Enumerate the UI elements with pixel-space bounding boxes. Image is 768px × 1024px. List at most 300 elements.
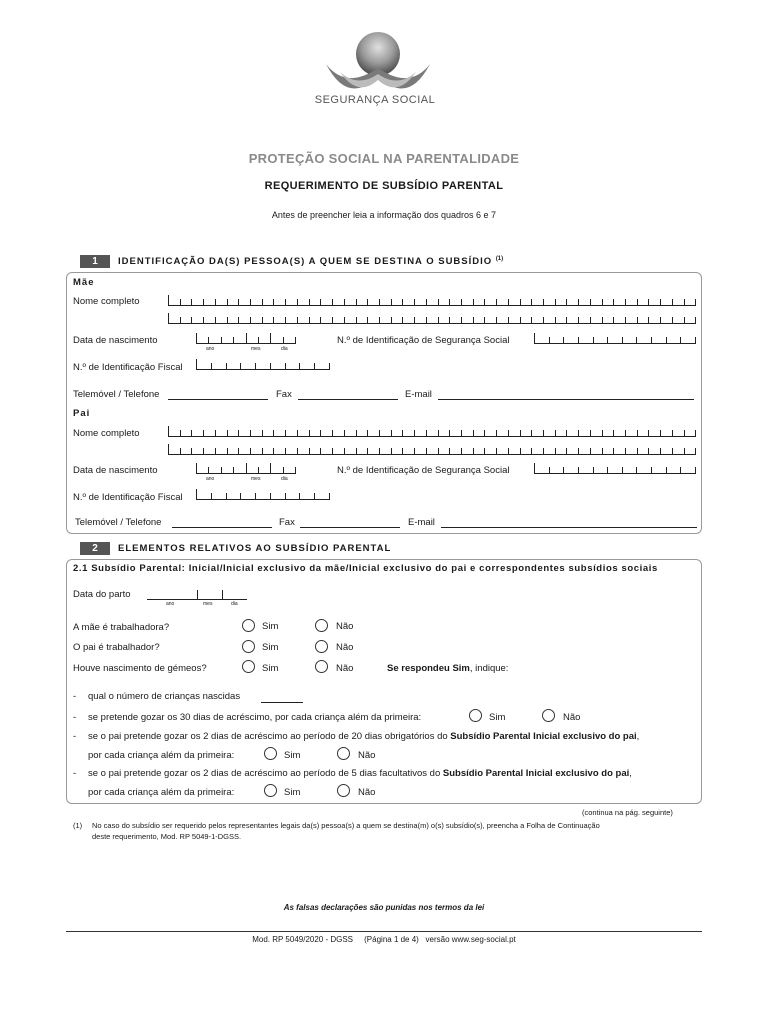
comb-cell — [449, 448, 461, 454]
comb-cell — [555, 299, 567, 305]
comb-cell — [246, 463, 258, 473]
mae-niss-field[interactable] — [534, 334, 696, 344]
footnote-line1: No caso do subsídio ser requerido pelos representantes legais da(s) pessoa(s) a quem se destina(m) o(s) subsídio(s), preencha a Folha de Continuação — [92, 821, 600, 830]
comb-cell — [563, 467, 578, 473]
bullet-3-part-a: se o pai pretende gozar os 2 dias de acréscimo ao período de 20 dias obrigatórios do — [88, 731, 451, 742]
comb-cell — [309, 448, 321, 454]
pai-email-field[interactable] — [441, 518, 697, 528]
comb-cell — [426, 430, 438, 436]
mae-data-nascimento-field[interactable] — [196, 334, 296, 344]
comb-cell — [602, 430, 614, 436]
comb-cell — [314, 363, 330, 369]
footnote-marker: (1) — [73, 821, 83, 830]
comb-cell — [191, 299, 203, 305]
data-parto-label: Data do parto — [73, 589, 131, 600]
section-2-title: ELEMENTOS RELATIVOS AO SUBSÍDIO PARENTAL — [118, 543, 392, 554]
footnote-line2: deste requerimento, Mod. RP 5049-1-DGSS. — [92, 832, 242, 841]
comb-cell — [196, 333, 208, 343]
mae-fax-field[interactable] — [298, 390, 398, 400]
comb-cell — [356, 317, 368, 323]
comb-cell — [602, 299, 614, 305]
comb-cell — [531, 299, 543, 305]
mae-nif-label: N.º de Identificação Fiscal — [73, 362, 183, 373]
q-mae-trabalhadora-label: A mãe é trabalhadora? — [73, 622, 170, 633]
comb-cell — [684, 430, 697, 436]
comb-cell — [211, 363, 226, 369]
comb-cell — [636, 337, 651, 343]
comb-cell — [543, 299, 555, 305]
comb-cell — [438, 317, 450, 323]
pai-data-nascimento-label: Data de nascimento — [73, 465, 158, 476]
comb-cell — [613, 448, 625, 454]
q-gemeos-sim-radio[interactable] — [242, 660, 255, 673]
section-1-header — [80, 255, 700, 269]
q-mae-nao-label: Não — [336, 621, 354, 632]
comb-cell — [168, 444, 180, 454]
comb-cell — [593, 467, 608, 473]
comb-cell — [262, 430, 274, 436]
comb-cell — [379, 430, 391, 436]
comb-cell — [549, 467, 564, 473]
pai-telefone-label: Telemóvel / Telefone — [75, 517, 162, 528]
comb-cell — [590, 448, 602, 454]
comb-cell — [613, 430, 625, 436]
comb-cell — [520, 430, 532, 436]
pai-data-nascimento-field[interactable] — [196, 464, 296, 474]
comb-cell — [566, 317, 578, 323]
comb-cell — [320, 299, 332, 305]
bullet-3-dash: - — [73, 731, 77, 742]
comb-cell — [531, 448, 543, 454]
se-respondeu-rest: , indique: — [469, 663, 509, 674]
pai-nome-field-line1[interactable] — [168, 427, 696, 437]
comb-cell — [344, 299, 356, 305]
comb-cell — [402, 317, 414, 323]
comb-cell — [473, 317, 485, 323]
comb-cell — [473, 448, 485, 454]
comb-cell — [680, 467, 696, 473]
bullet-4-part-a: se o pai pretende gozar os 2 dias de acréscimo ao período de 5 dias facultativos do — [88, 768, 443, 779]
comb-cell — [549, 337, 564, 343]
comb-cell — [196, 359, 211, 369]
comb-cell — [438, 448, 450, 454]
b3-nao-radio[interactable] — [337, 747, 350, 760]
comb-cell — [637, 317, 649, 323]
comb-cell — [238, 299, 250, 305]
comb-cell — [402, 448, 414, 454]
data-parto-divider-1 — [197, 590, 198, 599]
comb-cell — [344, 430, 356, 436]
comb-cell — [426, 317, 438, 323]
mae-email-label: E-mail — [405, 389, 432, 400]
b4-nao-label: Não — [358, 787, 376, 798]
comb-cell — [496, 317, 508, 323]
comb-cell — [332, 299, 344, 305]
comb-cell — [208, 337, 220, 343]
comb-cell — [215, 430, 227, 436]
comb-cell — [578, 299, 590, 305]
bullet-4-end: , — [629, 768, 632, 779]
mae-telefone-label: Telemóvel / Telefone — [73, 389, 160, 400]
comb-cell — [203, 317, 215, 323]
section-1-number: 1 — [80, 255, 110, 268]
comb-cell — [672, 299, 684, 305]
pai-dia-label: dia — [281, 476, 288, 482]
comb-cell — [648, 299, 660, 305]
comb-cell — [672, 448, 684, 454]
mae-data-nascimento-label: Data de nascimento — [73, 335, 158, 346]
pai-fax-field[interactable] — [300, 518, 400, 528]
mae-ano-label: ano — [206, 346, 215, 352]
comb-cell — [578, 337, 593, 343]
q-pai-nao-radio[interactable] — [315, 640, 328, 653]
comb-cell — [426, 299, 438, 305]
comb-cell — [285, 448, 297, 454]
comb-cell — [438, 430, 450, 436]
comb-cell — [578, 430, 590, 436]
comb-cell — [367, 299, 379, 305]
section-2-header — [80, 542, 700, 556]
comb-cell — [332, 430, 344, 436]
comb-cell — [438, 299, 450, 305]
comb-cell — [180, 448, 192, 454]
comb-cell — [449, 430, 461, 436]
comb-cell — [297, 430, 309, 436]
comb-cell — [367, 317, 379, 323]
q-pai-sim-radio[interactable] — [242, 640, 255, 653]
data-parto-ano-label: ano — [166, 601, 175, 607]
comb-cell — [299, 363, 314, 369]
comb-cell — [379, 448, 391, 454]
comb-cell — [297, 317, 309, 323]
comb-cell — [221, 337, 233, 343]
footer-model: Mod. RP 5049/2020 - DGSS — [252, 935, 354, 944]
comb-cell — [227, 430, 239, 436]
mae-niss-label: N.º de Identificação de Segurança Social — [337, 335, 510, 346]
comb-cell — [473, 430, 485, 436]
comb-cell — [484, 317, 496, 323]
comb-cell — [332, 448, 344, 454]
comb-cell — [508, 430, 520, 436]
comb-cell — [613, 317, 625, 323]
comb-cell — [250, 430, 262, 436]
comb-cell — [426, 448, 438, 454]
comb-cell — [180, 299, 192, 305]
comb-cell — [543, 448, 555, 454]
comb-cell — [636, 467, 651, 473]
comb-cell — [215, 299, 227, 305]
comb-cell — [508, 299, 520, 305]
comb-cell — [666, 467, 681, 473]
continua-note: (continua na pág. seguinte) — [582, 808, 673, 817]
q-gemeos-sim-label: Sim — [262, 663, 279, 674]
b4-nao-radio[interactable] — [337, 784, 350, 797]
comb-cell — [651, 337, 666, 343]
footer-page: (Página 1 de 4) — [364, 935, 419, 944]
se-respondeu-bold: Se respondeu Sim — [387, 663, 470, 674]
comb-cell — [461, 299, 473, 305]
comb-cell — [215, 448, 227, 454]
comb-cell — [672, 317, 684, 323]
mae-telefone-field[interactable] — [168, 390, 268, 400]
pai-heading: Pai — [73, 408, 91, 419]
comb-cell — [578, 467, 593, 473]
comb-cell — [578, 317, 590, 323]
mae-nif-field[interactable] — [196, 360, 330, 370]
comb-cell — [226, 363, 241, 369]
comb-cell — [233, 337, 245, 343]
comb-cell — [356, 448, 368, 454]
comb-cell — [449, 299, 461, 305]
comb-cell — [238, 448, 250, 454]
comb-cell — [684, 299, 697, 305]
comb-cell — [227, 299, 239, 305]
comb-cell — [191, 430, 203, 436]
comb-cell — [285, 299, 297, 305]
q-mae-nao-radio[interactable] — [315, 619, 328, 632]
footer — [0, 935, 768, 944]
comb-cell — [566, 299, 578, 305]
comb-cell — [168, 426, 180, 436]
comb-cell — [191, 448, 203, 454]
bullet-3-text — [88, 731, 639, 742]
intro-text: Antes de preencher leia a informação dos quadros 6 e 7 — [271, 210, 497, 220]
q-mae-sim-radio[interactable] — [242, 619, 255, 632]
falsas-declaracoes-warning: As falsas declarações são punidas nos termos da lei — [283, 903, 485, 912]
comb-cell — [648, 317, 660, 323]
comb-cell — [273, 448, 285, 454]
data-parto-divider-2 — [222, 590, 223, 599]
comb-cell — [484, 299, 496, 305]
mae-nome-field-line1[interactable] — [168, 296, 696, 306]
comb-cell — [196, 489, 211, 499]
comb-cell — [168, 313, 180, 323]
comb-cell — [367, 448, 379, 454]
comb-cell — [508, 448, 520, 454]
comb-cell — [520, 317, 532, 323]
comb-cell — [461, 317, 473, 323]
comb-cell — [285, 493, 300, 499]
comb-cell — [660, 448, 672, 454]
comb-cell — [255, 363, 270, 369]
comb-cell — [660, 430, 672, 436]
b3-sim-radio[interactable] — [264, 747, 277, 760]
comb-cell — [297, 299, 309, 305]
comb-cell — [622, 337, 637, 343]
comb-cell — [320, 430, 332, 436]
comb-cell — [270, 333, 282, 343]
bullet-3-line2: por cada criança além da primeira: — [88, 750, 235, 761]
comb-cell — [484, 448, 496, 454]
bullet-4-bold: Subsídio Parental Inicial exclusivo do pai — [442, 768, 630, 779]
comb-cell — [379, 317, 391, 323]
comb-cell — [246, 333, 258, 343]
comb-cell — [590, 430, 602, 436]
comb-cell — [602, 448, 614, 454]
pai-niss-field[interactable] — [534, 464, 696, 474]
comb-cell — [414, 317, 426, 323]
comb-cell — [473, 299, 485, 305]
comb-cell — [285, 317, 297, 323]
comb-cell — [356, 299, 368, 305]
comb-cell — [262, 317, 274, 323]
comb-cell — [637, 299, 649, 305]
comb-cell — [273, 430, 285, 436]
comb-cell — [309, 317, 321, 323]
bullet-2-text: se pretende gozar os 30 dias de acréscimo, por cada criança além da primeira: — [88, 712, 422, 723]
pai-nome-label: Nome completo — [73, 428, 140, 439]
comb-cell — [391, 430, 403, 436]
comb-cell — [262, 448, 274, 454]
q-gemeos-nao-radio[interactable] — [315, 660, 328, 673]
comb-cell — [297, 448, 309, 454]
comb-cell — [299, 493, 314, 499]
comb-cell — [309, 299, 321, 305]
comb-cell — [578, 448, 590, 454]
comb-cell — [273, 299, 285, 305]
comb-cell — [461, 430, 473, 436]
pai-nome-field-line2[interactable] — [168, 445, 696, 455]
comb-cell — [566, 430, 578, 436]
data-parto-field[interactable] — [147, 590, 247, 600]
bullet-4-text — [88, 768, 632, 779]
q-gemeos-label: Houve nascimento de gémeos? — [73, 663, 207, 674]
comb-cell — [563, 337, 578, 343]
comb-cell — [240, 493, 255, 499]
comb-cell — [566, 448, 578, 454]
mae-mes-label: mes — [251, 346, 261, 352]
bullet-3-end: , — [636, 731, 640, 742]
bullet-2-dash: - — [73, 712, 77, 723]
comb-cell — [391, 299, 403, 305]
numero-criancas-field[interactable] — [261, 693, 303, 703]
comb-cell — [496, 448, 508, 454]
comb-cell — [684, 448, 697, 454]
section-1-note: (1) — [495, 256, 504, 262]
b2-nao-label: Não — [563, 712, 581, 723]
comb-cell — [211, 493, 226, 499]
comb-cell — [250, 317, 262, 323]
mae-email-field[interactable] — [438, 390, 694, 400]
comb-cell — [590, 317, 602, 323]
comb-cell — [414, 299, 426, 305]
b4-sim-radio[interactable] — [264, 784, 277, 797]
comb-cell — [496, 299, 508, 305]
comb-cell — [168, 295, 180, 305]
comb-cell — [180, 317, 192, 323]
comb-cell — [226, 493, 241, 499]
comb-cell — [203, 430, 215, 436]
comb-cell — [203, 299, 215, 305]
comb-cell — [666, 337, 681, 343]
comb-cell — [238, 317, 250, 323]
comb-cell — [270, 363, 285, 369]
comb-cell — [391, 448, 403, 454]
bullet-4-dash: - — [73, 768, 77, 779]
comb-cell — [613, 299, 625, 305]
pai-ano-label: ano — [206, 476, 215, 482]
comb-cell — [208, 467, 220, 473]
mae-nome-label: Nome completo — [73, 296, 140, 307]
comb-cell — [356, 430, 368, 436]
comb-cell — [555, 448, 567, 454]
section-1-title: IDENTIFICAÇÃO DA(S) PESSOA(S) A QUEM SE DESTINA O SUBSÍDIO — [118, 256, 493, 268]
comb-cell — [414, 448, 426, 454]
comb-cell — [607, 467, 622, 473]
comb-cell — [590, 299, 602, 305]
comb-cell — [379, 299, 391, 305]
comb-cell — [684, 317, 697, 323]
comb-cell — [196, 463, 208, 473]
comb-cell — [332, 317, 344, 323]
pai-telefone-field[interactable] — [172, 518, 272, 528]
comb-cell — [367, 430, 379, 436]
q-pai-nao-label: Não — [336, 642, 354, 653]
mae-nome-field-line2[interactable] — [168, 314, 696, 324]
comb-cell — [531, 317, 543, 323]
comb-cell — [285, 363, 300, 369]
comb-cell — [344, 317, 356, 323]
comb-cell — [320, 317, 332, 323]
comb-cell — [255, 493, 270, 499]
data-parto-dia-label: dia — [231, 601, 238, 607]
comb-cell — [270, 463, 282, 473]
footer-divider — [66, 931, 702, 932]
b3-nao-label: Não — [358, 750, 376, 761]
footer-version: versão www.seg-social.pt — [425, 935, 516, 944]
comb-cell — [258, 467, 270, 473]
comb-cell — [625, 430, 637, 436]
b4-sim-label: Sim — [284, 787, 301, 798]
pai-nif-field[interactable] — [196, 490, 330, 500]
b2-nao-radio[interactable] — [542, 709, 555, 722]
comb-cell — [283, 337, 296, 343]
mae-dia-label: dia — [281, 346, 288, 352]
comb-cell — [496, 430, 508, 436]
comb-cell — [221, 467, 233, 473]
comb-cell — [402, 299, 414, 305]
comb-cell — [240, 363, 255, 369]
comb-cell — [215, 317, 227, 323]
bullet-4-line2: por cada criança além da primeira: — [88, 787, 235, 798]
comb-cell — [180, 430, 192, 436]
comb-cell — [680, 337, 696, 343]
comb-cell — [625, 299, 637, 305]
comb-cell — [270, 493, 285, 499]
subsection-2-1-title: 2.1 Subsídio Parental: Inicial/Inicial exclusivo da mãe/Inicial exclusivo do pai e correspondentes subsídios sociais — [73, 563, 658, 574]
mae-heading: Mãe — [73, 277, 95, 288]
pai-fax-label: Fax — [279, 517, 295, 528]
comb-cell — [593, 337, 608, 343]
comb-cell — [637, 448, 649, 454]
comb-cell — [555, 317, 567, 323]
comb-cell — [233, 467, 245, 473]
comb-cell — [520, 448, 532, 454]
comb-cell — [520, 299, 532, 305]
comb-cell — [484, 430, 496, 436]
b2-sim-radio[interactable] — [469, 709, 482, 722]
q-pai-sim-label: Sim — [262, 642, 279, 653]
comb-cell — [314, 493, 330, 499]
comb-cell — [625, 317, 637, 323]
b2-sim-label: Sim — [489, 712, 506, 723]
comb-cell — [637, 430, 649, 436]
q-gemeos-nao-label: Não — [336, 663, 354, 674]
data-parto-mes-label: mes — [203, 601, 213, 607]
comb-cell — [672, 430, 684, 436]
comb-cell — [203, 448, 215, 454]
bullet-1-dash: - — [73, 691, 77, 702]
